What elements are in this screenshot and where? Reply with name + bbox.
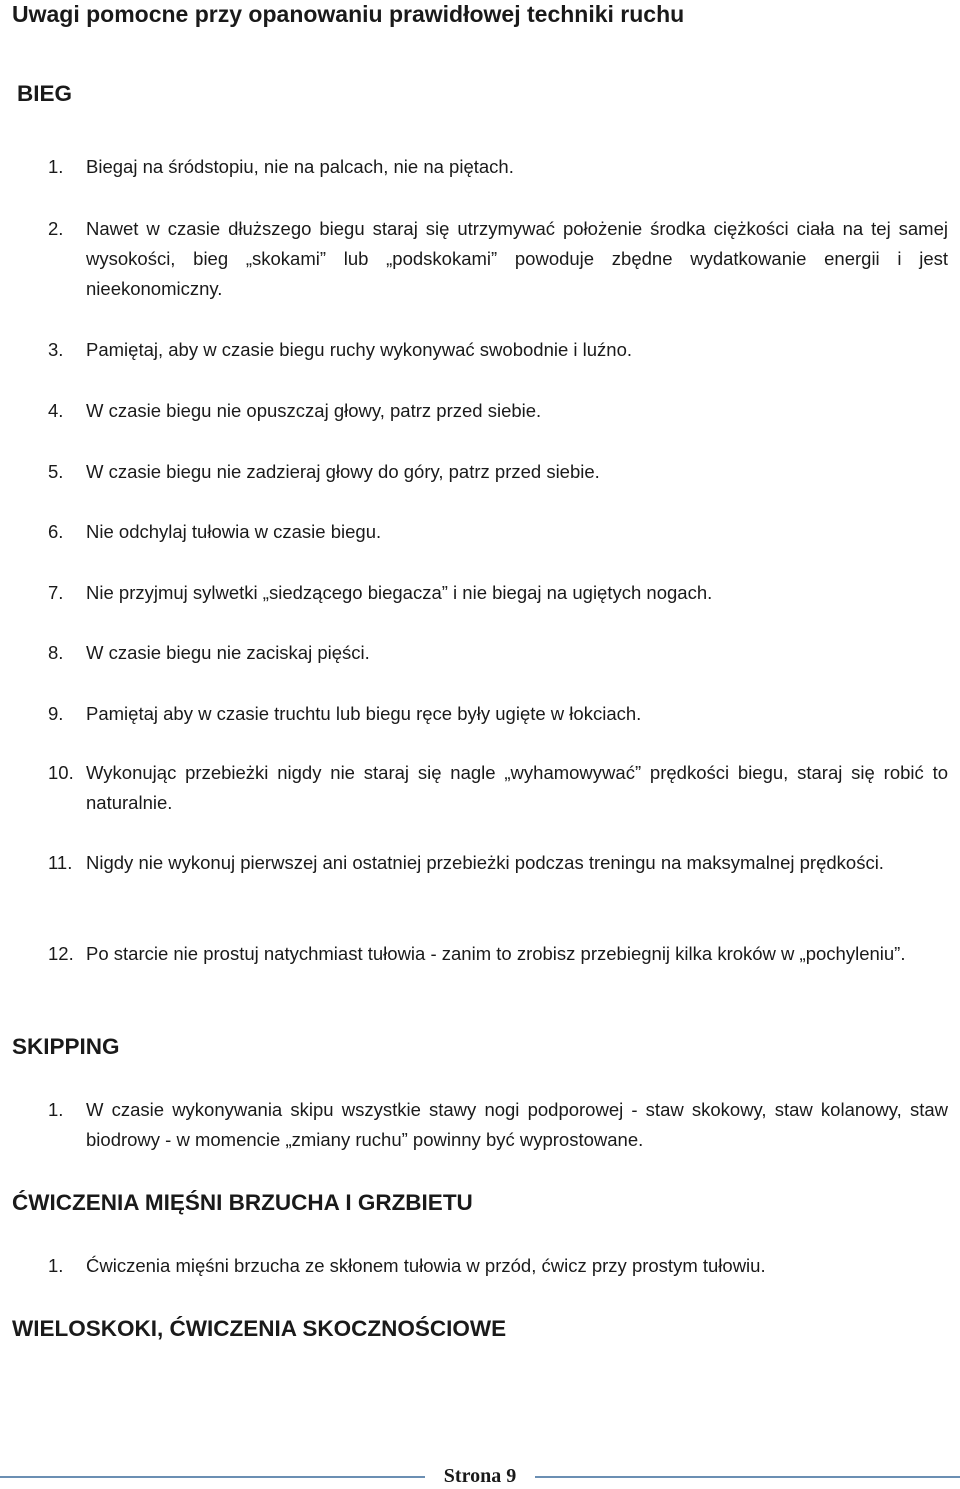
list-item-number: 1. [48,156,64,177]
section-heading-wieloskoki: WIELOSKOKI, ĆWICZENIA SKOCZNOŚCIOWE [12,1316,507,1341]
list-item-number: 3. [48,339,64,360]
list-item-number: 4. [48,400,64,421]
list-item-text: Biegaj na śródstopiu, nie na palcach, nie na piętach. [86,156,514,177]
list-item-text: W czasie biegu nie zaciskaj pięści. [86,642,370,663]
list-item-number: 5. [48,461,64,482]
list-item [48,152,948,182]
list-item-text: Nawet w czasie dłuższego biegu staraj się utrzymywać położenie środka ciężkości ciała na tej samej wysokości, bieg „skokami” lub „podskokami” powoduje zbędne wydatkowanie energii i jest nieekonomiczny. [86,218,948,299]
list-item-text: Wykonując przebieżki nigdy nie staraj się nagle „wyhamowywać” prędkości biegu, staraj się robić to naturalnie. [86,762,948,813]
list-item-text: Nigdy nie wykonuj pierwszej ani ostatniej przebieżki podczas treningu na maksymalnej prędkości. [86,852,884,873]
list-item-text: Pamiętaj aby w czasie truchtu lub biegu ręce były ugięte w łokciach. [86,703,642,724]
page-number: Strona 9 [436,1465,524,1487]
list-item-number: 1. [48,1099,64,1120]
section-heading-bieg: BIEG [17,81,73,106]
list-item [48,578,948,608]
list-item [48,699,948,729]
list-item-number: 1. [48,1255,64,1276]
list-item [48,457,948,487]
list-item-number: 11. [48,852,73,873]
list-item-text: Nie przyjmuj sylwetki „siedzącego biegacza” i nie biegaj na ugiętych nogach. [86,582,713,603]
list-item [48,1251,948,1281]
list-item [48,939,948,969]
list-item-text: Nie odchylaj tułowia w czasie biegu. [86,521,382,542]
list-item-text: W czasie biegu nie opuszczaj głowy, patrz przed siebie. [86,400,542,421]
list-item-text: Po starcie nie prostuj natychmiast tułowia - zanim to zrobisz przebiegnij kilka kroków w „pochyleniu”. [86,943,906,964]
list-item-number: 8. [48,642,64,663]
list-item-text: Pamiętaj, aby w czasie biegu ruchy wykonywać swobodnie i luźno. [86,339,633,360]
list-item-number: 6. [48,521,64,542]
list-item-number: 7. [48,582,64,603]
list-item-text: W czasie wykonywania skipu wszystkie stawy nogi podporowej - staw skokowy, staw kolanowy, staw biodrowy - w momencie „zmiany ruchu” powinny być wyprostowane. [86,1099,948,1150]
section-heading-skipping: SKIPPING [12,1034,120,1059]
list-item [48,214,948,304]
document-title: Uwagi pomocne przy opanowaniu prawidłowej techniki ruchu [12,1,685,27]
list-item [48,517,948,547]
list-item-text: Ćwiczenia mięśni brzucha ze skłonem tułowia w przód, ćwicz przy prostym tułowiu. [86,1255,766,1276]
list-item-number: 10. [48,762,74,783]
list-item [48,1095,948,1155]
list-item [48,758,948,818]
list-item-number: 2. [48,218,64,239]
footer [0,1463,960,1489]
list-item [48,396,948,426]
section-heading-brzuch-grzbiet: ĆWICZENIA MIĘŚNI BRZUCHA I GRZBIETU [12,1190,473,1215]
list-item-number: 9. [48,703,64,724]
list-item [48,638,948,668]
list-item [48,335,948,365]
list-item [48,848,948,878]
list-item-number: 12. [48,943,74,964]
list-item-text: W czasie biegu nie zadzieraj głowy do góry, patrz przed siebie. [86,461,600,482]
